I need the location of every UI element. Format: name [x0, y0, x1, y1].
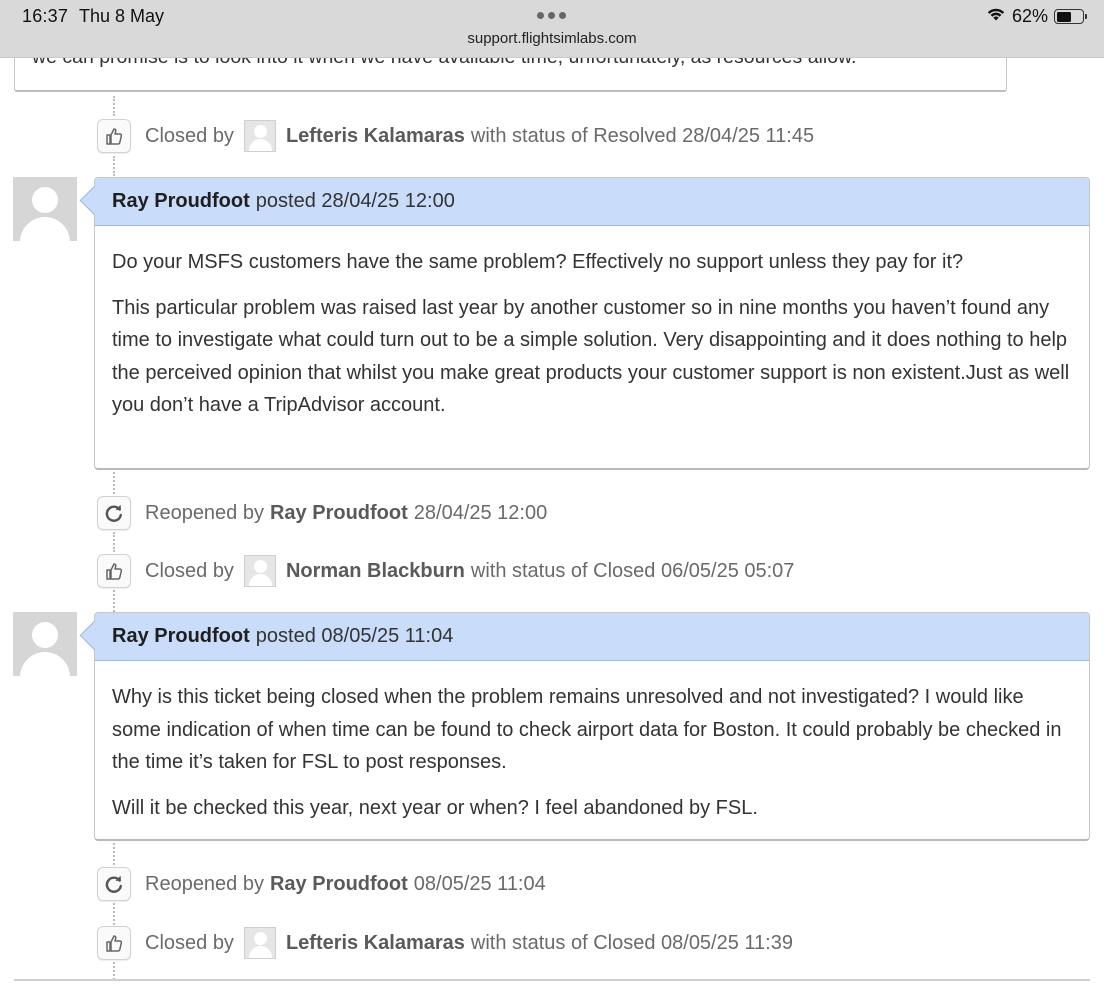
event-prefix: Reopened by — [145, 872, 264, 895]
event-reopened — [97, 866, 546, 902]
timeline-connector — [113, 590, 115, 612]
timeline-connector — [113, 532, 115, 552]
battery-percent: 62% — [1011, 6, 1048, 26]
event-prefix: Closed by — [145, 124, 234, 147]
thumbs-up-icon[interactable] — [97, 119, 131, 153]
reopen-refresh-icon[interactable] — [97, 867, 131, 901]
post-paragraph: Do your MSFS customers have the same problem? Effectively no support unless they pay for it? — [112, 251, 964, 273]
event-user[interactable]: Lefteris Kalamaras — [285, 124, 465, 147]
event-user[interactable]: Ray Proudfoot — [269, 501, 408, 524]
event-reopened — [97, 495, 547, 531]
divider — [14, 979, 1090, 981]
avatar — [13, 177, 77, 241]
avatar — [244, 927, 276, 959]
post-paragraph: Why is this ticket being closed when the problem remains unresolved and not investigated? I would like some indication of when time can be found to check airport data for Boston. It could probably be checked in the time it’s taken for FSL to post responses. — [112, 686, 1062, 773]
post-header — [95, 613, 1089, 661]
post-timestamp: posted 08/05/25 11:04 — [255, 625, 454, 647]
post-timestamp: posted 28/04/25 12:00 — [255, 190, 455, 212]
post-paragraph: This particular problem was raised last year by another customer so in nine months you haven’t found any time to investigate what could turn out to be a simple solution. Very disappointing and it does nothing to help the perceived opinion that whilst you make great products your customer support is non existent.Just as well you don’t have a TripAdvisor account. — [112, 296, 1070, 416]
post-author[interactable]: Ray Proudfoot — [112, 190, 250, 212]
event-user[interactable]: Norman Blackburn — [285, 559, 465, 582]
thumbs-up-icon[interactable] — [97, 554, 131, 588]
post-body — [95, 661, 1089, 851]
post-body — [95, 226, 1089, 449]
event-status: 28/04/25 12:00 — [413, 501, 548, 524]
event-prefix: Closed by — [145, 559, 234, 582]
reopen-refresh-icon[interactable] — [97, 496, 131, 530]
event-status: with status of Resolved 28/04/25 11:45 — [470, 124, 815, 147]
battery-icon — [1054, 9, 1084, 24]
thumbs-up-icon[interactable] — [97, 926, 131, 960]
date: Thu 8 May — [79, 6, 165, 26]
wifi-icon — [986, 6, 1006, 27]
event-status: with status of Closed 06/05/25 05:07 — [470, 559, 795, 582]
status-bar — [0, 0, 1104, 58]
timeline-connector — [113, 96, 115, 116]
clock: 16:37 — [22, 6, 69, 26]
post-paragraph: Will it be checked this year, next year or when? I feel abandoned by FSL. — [112, 796, 758, 819]
timeline-connector — [113, 962, 115, 980]
status-indicators — [986, 6, 1084, 27]
event-closed — [97, 118, 814, 154]
timeline-connector — [113, 903, 115, 925]
event-prefix: Reopened by — [145, 501, 264, 524]
event-status: with status of Closed 08/05/25 11:39 — [470, 931, 793, 954]
post — [94, 177, 1090, 470]
event-prefix: Closed by — [145, 931, 234, 954]
timeline-connector — [113, 156, 115, 176]
address-url[interactable]: support.flightsimlabs.com — [467, 30, 637, 47]
event-closed — [97, 553, 794, 589]
avatar — [244, 555, 276, 587]
timeline-connector — [113, 472, 115, 494]
event-user[interactable]: Ray Proudfoot — [269, 872, 408, 895]
battery-level — [1057, 12, 1072, 22]
avatar — [244, 120, 276, 152]
event-user[interactable]: Lefteris Kalamaras — [285, 931, 465, 954]
event-closed — [97, 925, 793, 961]
avatar — [13, 612, 77, 676]
post-header — [95, 178, 1089, 226]
more-dots-icon[interactable] — [537, 12, 566, 19]
event-status: 08/05/25 11:04 — [413, 872, 546, 895]
post — [94, 612, 1090, 841]
post-author[interactable]: Ray Proudfoot — [112, 625, 250, 647]
